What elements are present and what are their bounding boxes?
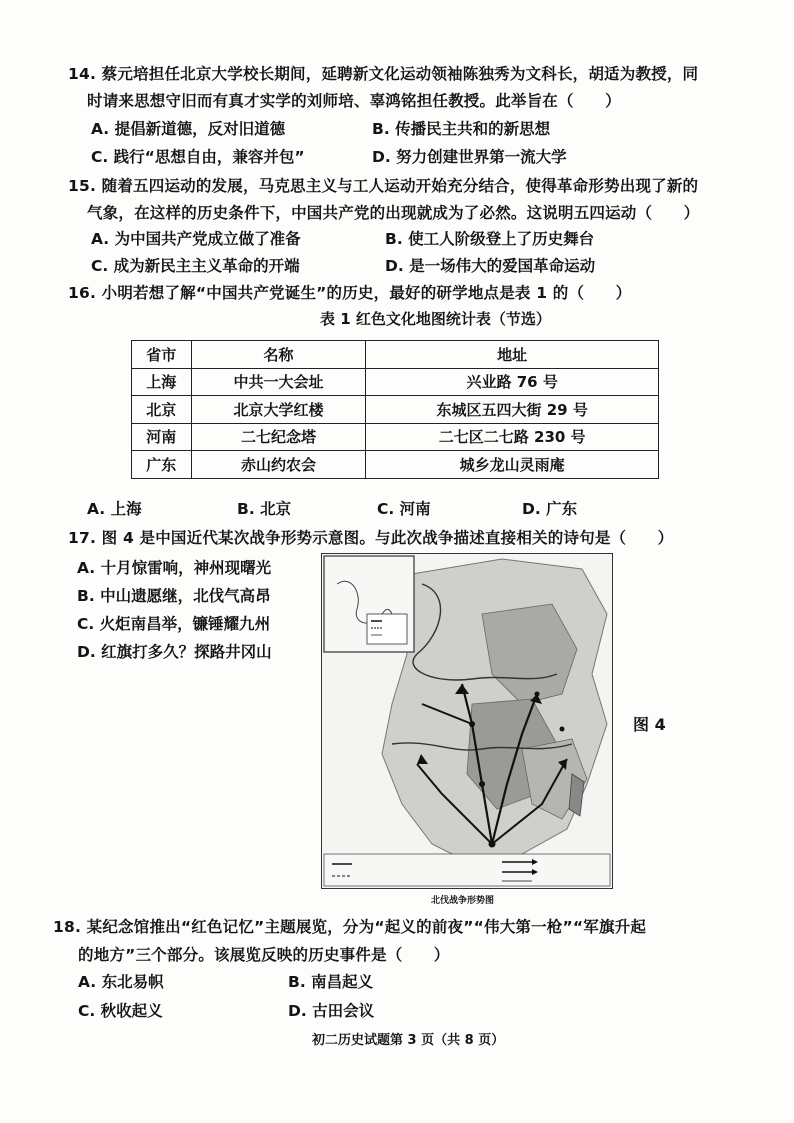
q18-stem-line1: 18. 某纪念馆推出“红色记忆”主题展览，分为“起义的前夜”“伟大第一枪”“军旗升起 [53,918,647,936]
table-cell: 东城区五四大街 29 号 [366,396,659,424]
table-header-cell: 地址 [366,341,659,369]
q16-option-a: A. 上海 [87,500,142,518]
q18-stem-line2: 的地方”三个部分。该展览反映的历史事件是（ ） [78,946,450,964]
table-cell: 北京 [132,396,192,424]
red-culture-table [131,340,659,479]
q15-option-c: C. 成为新民主主义革命的开端 [91,257,300,275]
q17-option-a: A. 十月惊雷响，神州现曙光 [77,559,272,577]
q17-option-d: D. 红旗打多久？探路井冈山 [77,643,272,661]
table-cell: 河南 [132,423,192,451]
table-caption: 表 1 红色文化地图统计表（节选） [320,310,551,328]
q16-option-d: D. 广东 [522,500,578,518]
figure-label: 图 4 [633,715,666,734]
q15-option-b: B. 使工人阶级登上了历史舞台 [385,230,595,248]
table-cell: 上海 [132,368,192,396]
table-cell: 中共一大会址 [191,368,366,396]
q18-option-c: C. 秋收起义 [78,1002,163,1020]
q16-option-b: B. 北京 [237,500,292,518]
map-caption: 北伐战争形势图 [431,896,495,906]
q14-stem-line1: 14. 蔡元培担任北京大学校长期间，延聘新文化运动领袖陈独秀为文科长，胡适为教授，同 [68,65,699,83]
q16-stem: 16. 小明若想了解“中国共产党诞生”的历史，最好的研学地点是表 1 的（ ） [68,284,632,302]
q17-stem: 17. 图 4 是中国近代某次战争形势示意图。与此次战争描述直接相关的诗句是（ ） [68,529,674,547]
table-cell: 北京大学红楼 [191,396,366,424]
table-row [132,451,659,479]
table-cell: 兴业路 76 号 [366,368,659,396]
q14-stem-line2: 时请来思想守旧而有真才实学的刘师培、辜鸿铭担任教授。此举旨在（ ） [87,92,621,110]
q18-option-a: A. 东北易帜 [78,973,164,991]
northern-expedition-map [321,553,613,889]
q17-option-b: B. 中山遗愿继，北伐气高昂 [77,587,271,605]
q15-stem-line2: 气象，在这样的历史条件下，中国共产党的出现就成为了必然。这说明五四运动（ ） [87,204,700,222]
table-header-cell: 名称 [191,341,366,369]
map-illustration [322,554,612,888]
q14-option-c: C. 践行“思想自由，兼容并包” [91,148,305,166]
q16-option-c: C. 河南 [377,500,431,518]
q14-option-a: A. 提倡新道德，反对旧道德 [91,120,286,138]
table-header-cell: 省市 [132,341,192,369]
q18-option-d: D. 古田会议 [288,1002,375,1020]
q14-option-b: B. 传播民主共和的新思想 [372,120,551,138]
table-row [132,396,659,424]
table-cell: 广东 [132,451,192,479]
table-cell: 二七纪念塔 [191,423,366,451]
table-cell: 二七区二七路 230 号 [366,423,659,451]
table-cell: 赤山约农会 [191,451,366,479]
table-header-row [132,341,659,369]
q15-option-d: D. 是一场伟大的爱国革命运动 [385,257,596,275]
table-row [132,423,659,451]
q15-option-a: A. 为中国共产党成立做了准备 [91,230,301,248]
q17-option-c: C. 火炬南昌举，镰锤耀九州 [77,615,271,633]
q14-option-d: D. 努力创建世界第一流大学 [372,148,567,166]
page-footer: 初二历史试题第 3 页（共 8 页） [312,1033,505,1048]
q18-option-b: B. 南昌起义 [288,973,374,991]
table-cell: 城乡龙山灵雨庵 [366,451,659,479]
table-row [132,368,659,396]
q15-stem-line1: 15. 随着五四运动的发展，马克思主义与工人运动开始充分结合，使得革命形势出现了新的 [68,177,699,195]
